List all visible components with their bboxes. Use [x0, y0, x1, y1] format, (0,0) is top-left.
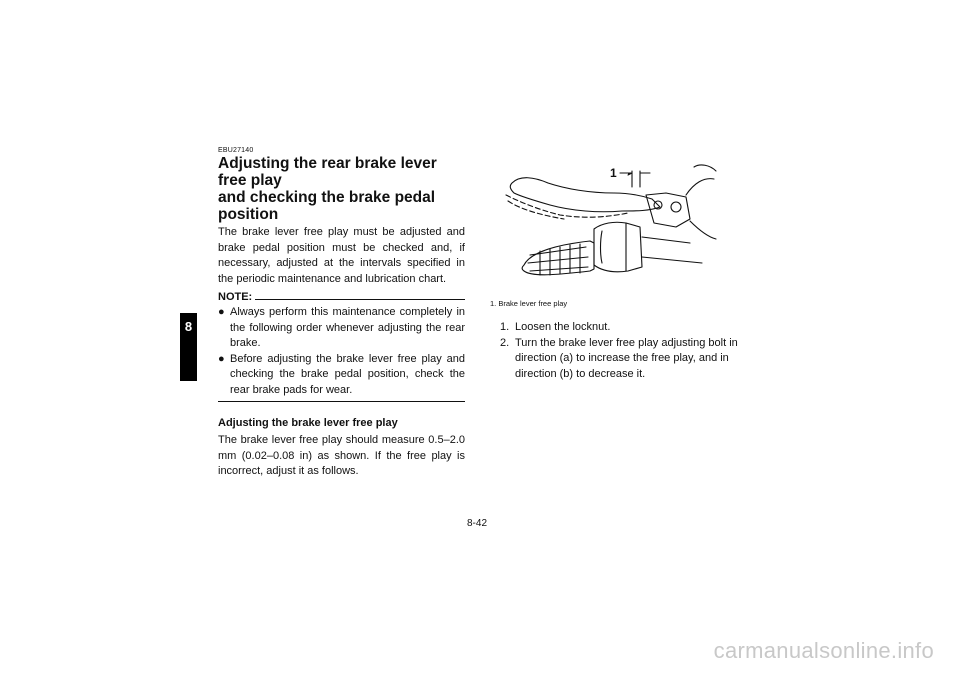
note-label: NOTE: [218, 291, 253, 303]
note-end-rule [218, 401, 465, 402]
brake-lever-illustration [490, 157, 718, 297]
section-title [218, 155, 465, 223]
bullet-icon: ● [218, 306, 225, 318]
bullet-icon: ● [218, 352, 225, 365]
watermark-text: carmanualsonline.info [713, 638, 934, 663]
page-number: 8-42 [467, 518, 488, 529]
note-item: ● Always perform this maintenance completely in the following order whenever adjusting the rear brake. [218, 306, 465, 349]
right-column [490, 157, 740, 382]
title-line-1: Adjusting the rear brake lever free play [218, 155, 437, 189]
left-column [218, 147, 465, 480]
note-item: ● Before adjusting the brake lever free play and checking the brake pedal position, check the rear brake pads for wear. [218, 352, 465, 396]
note-list [218, 305, 465, 398]
title-line-2: and checking the brake pedal position [218, 189, 436, 223]
subsection-heading: Adjusting the brake lever free play [218, 417, 398, 429]
section-tab: 8 [180, 313, 197, 381]
intro-paragraph: The brake lever free play must be adjusted and brake pedal position must be checked and, if necessary, adjusted at the intervals specified in the periodic maintenance and lubrication chart. [218, 226, 465, 285]
step-list [490, 320, 740, 382]
step-item: 1. Loosen the locknut. [500, 321, 611, 333]
note-rule [255, 299, 465, 300]
note-header [218, 291, 465, 303]
figure-caption: 1. Brake lever free play [490, 299, 568, 308]
subsection-paragraph: The brake lever free play should measure 0.5–2.0 mm (0.02–0.08 in) as shown. If the free play is incorrect, adjust it as follows. [218, 434, 465, 477]
section-code: EBU27140 [218, 147, 254, 154]
callout-number: 1 [610, 166, 617, 180]
step-item: 2. Turn the brake lever free play adjusting bolt in direction (a) to increase the free play, and in direction (b) to decrease it. [500, 336, 738, 380]
